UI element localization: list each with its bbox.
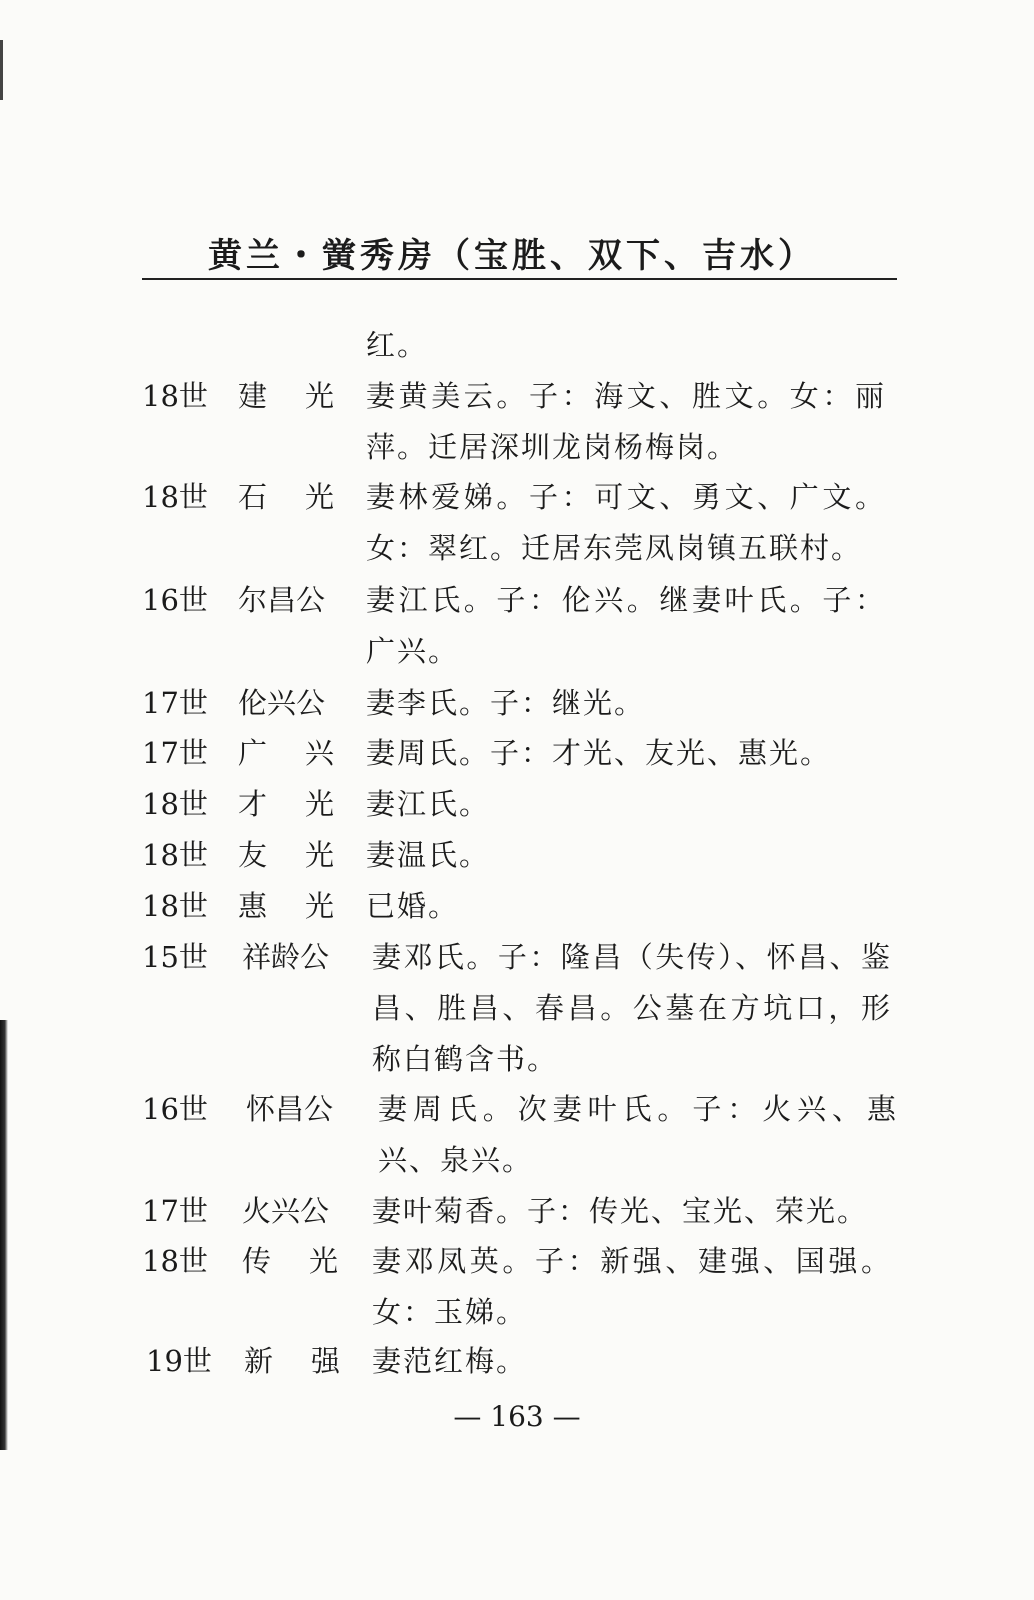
entry-description: 红。 bbox=[366, 328, 429, 362]
person-name bbox=[238, 728, 334, 778]
entry-description: 妻温氏。 bbox=[366, 838, 491, 872]
person-name bbox=[242, 1236, 338, 1286]
generation-label: 18世 bbox=[142, 480, 208, 514]
person-name-char: 光 bbox=[304, 480, 334, 514]
generation-label: 18世 bbox=[142, 1244, 208, 1278]
page-number: — 163 — bbox=[453, 1400, 581, 1433]
generation-label: 18世 bbox=[142, 379, 208, 413]
person-name-char: 光 bbox=[304, 379, 334, 413]
person-name-char: 友 bbox=[238, 838, 268, 872]
entry-description: 妻邓氏。子：隆昌（失传）、怀昌、鉴昌、胜昌、春昌。公墓在方坑口，形称白鹤含书。 bbox=[372, 940, 892, 1076]
person-name-char: 广 bbox=[238, 736, 268, 770]
person-name bbox=[238, 881, 334, 931]
generation-label: 17世 bbox=[142, 686, 208, 720]
person-name: 火兴公 bbox=[242, 1194, 330, 1228]
person-name bbox=[244, 1336, 340, 1386]
entry-description: 妻周氏。次妻叶氏。子：火兴、惠兴、泉兴。 bbox=[378, 1092, 898, 1177]
person-name-char: 建 bbox=[238, 379, 268, 413]
person-name: 祥龄公 bbox=[242, 940, 330, 974]
person-name: 尔昌公 bbox=[238, 583, 326, 617]
generation-label: 17世 bbox=[142, 1194, 208, 1228]
entry-description: 妻江氏。 bbox=[366, 787, 491, 821]
person-name-char: 惠 bbox=[238, 889, 268, 923]
entry-description: 已婚。 bbox=[366, 889, 460, 923]
person-name: 怀昌公 bbox=[246, 1092, 334, 1126]
generation-label: 15世 bbox=[142, 940, 208, 974]
entry-description: 妻周氏。子：才光、友光、惠光。 bbox=[366, 736, 832, 770]
entry-description: 妻黄美云。子：海文、胜文。女：丽萍。迁居深圳龙岗杨梅岗。 bbox=[366, 379, 886, 464]
entry-description: 妻邓凤英。子：新强、建强、国强。女：玉娣。 bbox=[372, 1244, 892, 1329]
header-title: 黄兰・黉秀房（宝胜、双下、吉水） bbox=[208, 236, 816, 276]
person-name-char: 强 bbox=[310, 1344, 340, 1378]
person-name bbox=[238, 830, 334, 880]
entry-description: 妻林爱娣。子：可文、勇文、广文。女：翠红。迁居东莞凤岗镇五联村。 bbox=[366, 480, 886, 565]
entry-description: 妻李氏。子：继光。 bbox=[366, 686, 646, 720]
person-name-char: 新 bbox=[244, 1344, 274, 1378]
person-name-char: 传 bbox=[242, 1244, 272, 1278]
person-name-char: 光 bbox=[304, 838, 334, 872]
person-name-char: 光 bbox=[304, 889, 334, 923]
person-name bbox=[238, 472, 334, 522]
person-name-char: 才 bbox=[238, 787, 268, 821]
person-name-char: 石 bbox=[238, 480, 268, 514]
person-name bbox=[238, 779, 334, 829]
generation-label: 16世 bbox=[142, 1092, 208, 1126]
entry-description: 妻江氏。子：伦兴。继妻叶氏。子：广兴。 bbox=[366, 583, 886, 668]
person-name bbox=[238, 371, 334, 421]
person-name-char: 光 bbox=[308, 1244, 338, 1278]
entry-description: 妻范红梅。 bbox=[372, 1344, 528, 1378]
entry-description: 妻叶菊香。子：传光、宝光、荣光。 bbox=[372, 1194, 869, 1228]
generation-label: 18世 bbox=[142, 889, 208, 923]
person-name: 伦兴公 bbox=[238, 686, 326, 720]
generation-label: 17世 bbox=[142, 736, 208, 770]
person-name-char: 光 bbox=[304, 787, 334, 821]
person-name-char: 兴 bbox=[304, 736, 334, 770]
generation-label: 16世 bbox=[142, 583, 208, 617]
generation-label: 19世 bbox=[146, 1344, 212, 1378]
generation-label: 18世 bbox=[142, 838, 208, 872]
generation-label: 18世 bbox=[142, 787, 208, 821]
